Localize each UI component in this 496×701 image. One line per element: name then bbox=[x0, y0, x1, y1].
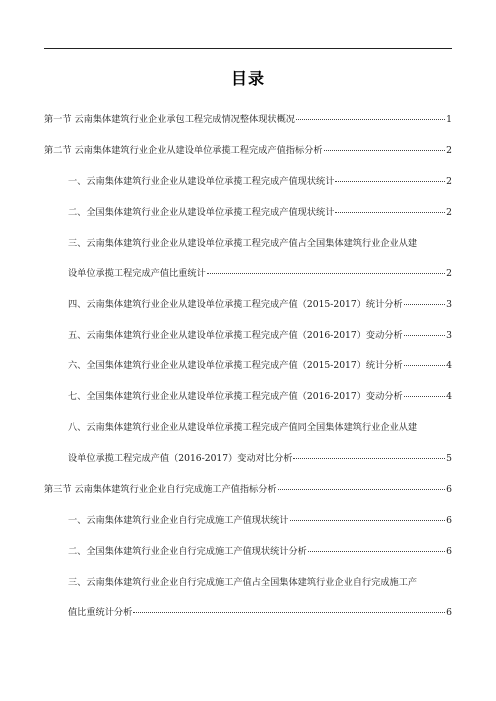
leader-dots bbox=[404, 304, 445, 305]
leader-dots bbox=[278, 489, 446, 490]
page-title: 目录 bbox=[230, 69, 265, 88]
toc-entry-2-7[interactable]: 七、全国集体建筑行业企业从建设单位承揽工程完成产值（2016-2017）变动分析 4 bbox=[68, 391, 452, 402]
toc-entry-2-8[interactable]: 八、云南集体建筑行业企业从建设单位承揽工程完成产值同全国集体建筑行业企业从建 bbox=[68, 422, 418, 433]
toc-entry-3-2[interactable]: 二、全国集体建筑行业企业自行完成施工产值现状统计分析 6 bbox=[68, 546, 452, 557]
leader-dots bbox=[308, 551, 445, 552]
leader-dots bbox=[293, 458, 445, 459]
leader-dots bbox=[207, 273, 445, 274]
leader-dots bbox=[404, 335, 445, 336]
toc-entry-2-5[interactable]: 五、云南集体建筑行业企业从建设单位承揽工程完成产值（2016-2017）变动分析 3 bbox=[68, 330, 452, 341]
leader-dots bbox=[335, 181, 445, 182]
leader-dots bbox=[404, 396, 445, 397]
leader-dots bbox=[290, 520, 446, 521]
toc-entry-3-3[interactable]: 三、云南集体建筑行业企业自行完成施工产值占全国集体建筑行业企业自行完成施工产 bbox=[68, 577, 418, 588]
leader-dots bbox=[335, 212, 445, 213]
toc-entry-section-3[interactable]: 第三节 云南集体建筑行业企业自行完成施工产值指标分析 6 bbox=[44, 484, 452, 495]
toc-entry-2-3-cont[interactable]: 设单位承揽工程完成产值比重统计 2 bbox=[68, 268, 452, 279]
toc-entry-2-3[interactable]: 三、云南集体建筑行业企业从建设单位承揽工程完成产值占全国集体建筑行业企业从建 bbox=[68, 238, 418, 249]
leader-dots bbox=[133, 612, 445, 613]
toc-entry-section-2[interactable]: 第二节 云南集体建筑行业企业从建设单位承揽工程完成产值指标分析 2 bbox=[44, 145, 452, 156]
header-rule bbox=[44, 48, 452, 49]
leader-dots bbox=[404, 365, 445, 366]
toc-entry-2-4[interactable]: 四、云南集体建筑行业企业从建设单位承揽工程完成产值（2015-2017）统计分析 3 bbox=[68, 299, 452, 310]
toc-entry-3-1[interactable]: 一、云南集体建筑行业企业自行完成施工产值现状统计 6 bbox=[68, 515, 452, 526]
toc-entry-2-2[interactable]: 二、全国集体建筑行业企业从建设单位承揽工程完成产值现状统计 2 bbox=[68, 207, 452, 218]
toc-entry-2-6[interactable]: 六、全国集体建筑行业企业从建设单位承揽工程完成产值（2015-2017）统计分析 4 bbox=[68, 360, 452, 371]
leader-dots bbox=[296, 119, 445, 120]
leader-dots bbox=[324, 150, 446, 151]
toc-entry-2-1[interactable]: 一、云南集体建筑行业企业从建设单位承揽工程完成产值现状统计 2 bbox=[68, 176, 452, 187]
toc-entry-2-8-cont[interactable]: 设单位承揽工程完成产值（2016-2017）变动对比分析 5 bbox=[68, 453, 452, 464]
toc-entry-3-3-cont[interactable]: 值比重统计分析 6 bbox=[68, 607, 452, 618]
toc-entry-section-1[interactable]: 第一节 云南集体建筑行业企业承包工程完成情况整体现状概况 1 bbox=[44, 114, 452, 125]
